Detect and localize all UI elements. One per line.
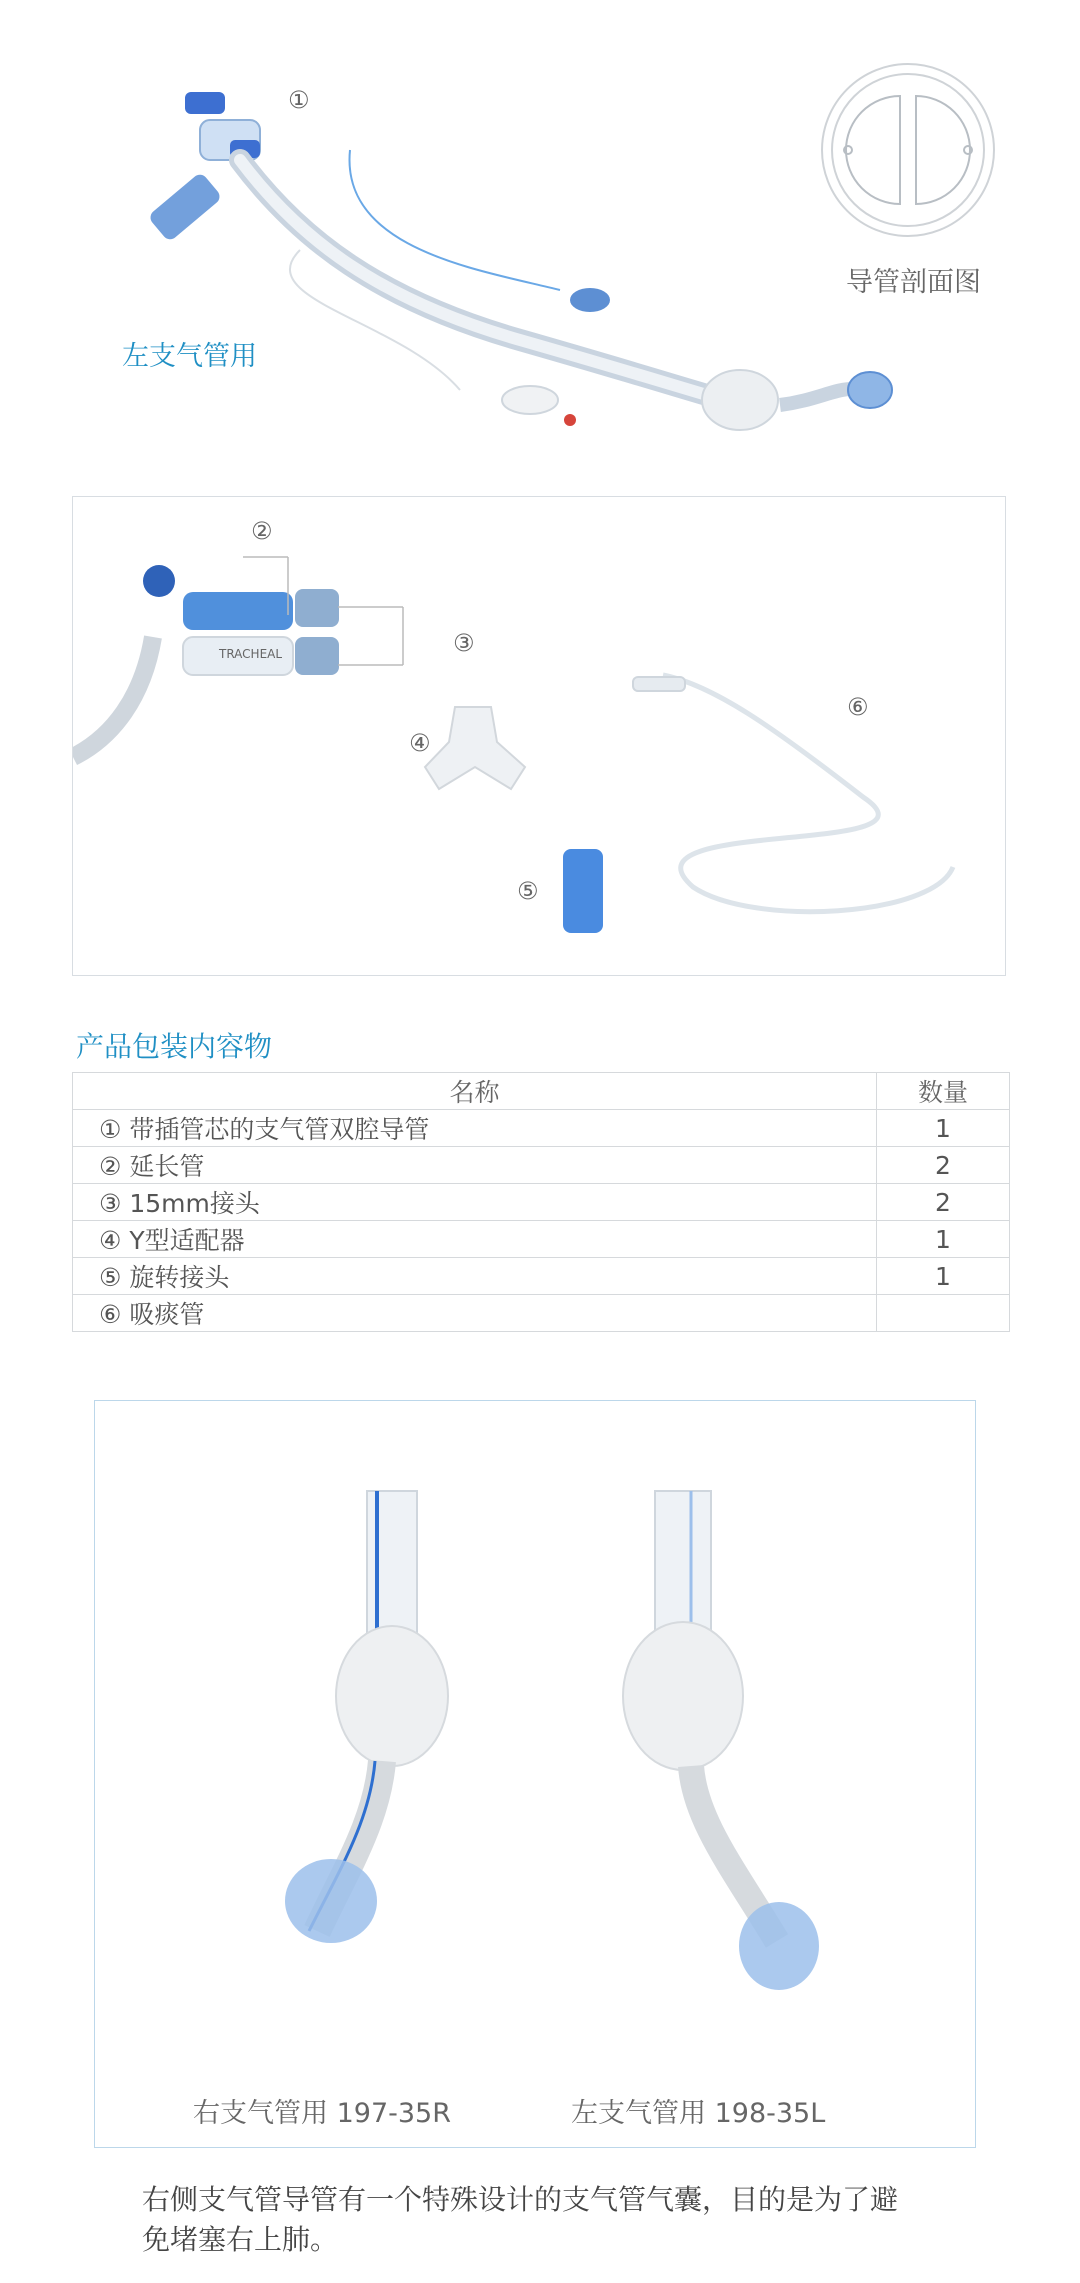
- row-name: ① 带插管芯的支气管双腔导管: [73, 1110, 877, 1147]
- callout-3: ③: [453, 629, 475, 657]
- table-row: [73, 1295, 1010, 1332]
- cross-section-label: 导管剖面图: [846, 267, 981, 298]
- right-bronchial-caption: 右支气管用 197-35R: [193, 2098, 451, 2129]
- comparison-panel: [94, 1400, 976, 2148]
- row-qty: 2: [877, 1147, 1010, 1184]
- callout-2: ②: [251, 517, 273, 545]
- table-row: [73, 1147, 1010, 1184]
- row-name: ⑥ 吸痰管: [73, 1295, 877, 1332]
- comparison-illustration: [95, 1401, 977, 2149]
- table-row: [73, 1221, 1010, 1258]
- right-bronchial-tube: [285, 1491, 448, 1943]
- left-bronchial-tube: [623, 1491, 819, 1990]
- row-name: ③ 15mm接头: [73, 1184, 877, 1221]
- row-name: ⑤ 旋转接头: [73, 1258, 877, 1295]
- callout-1: ①: [288, 86, 310, 114]
- extension-tube-upper: [183, 592, 293, 630]
- row-qty: 2: [877, 1184, 1010, 1221]
- left-bronchial-label: 左支气管用: [122, 341, 257, 372]
- callout-4: ④: [409, 729, 431, 757]
- contents-title: 产品包装内容物: [76, 1030, 273, 1063]
- swivel-connector: [563, 849, 603, 933]
- row-name: ② 延长管: [73, 1147, 877, 1184]
- callout-6: ⑥: [847, 693, 869, 721]
- table-row: [73, 1110, 1010, 1147]
- y-adapter: [425, 707, 525, 789]
- row-qty: 1: [877, 1110, 1010, 1147]
- left-bronchial-caption: 左支气管用 198-35L: [571, 2098, 826, 2129]
- tracheal-marking: TRACHEAL: [219, 647, 283, 661]
- row-qty: 1: [877, 1221, 1010, 1258]
- contents-table: [72, 1072, 1010, 1332]
- header-name: 名称: [73, 1073, 877, 1110]
- hero-section: [0, 0, 1080, 470]
- row-qty: 1: [877, 1258, 1010, 1295]
- footer-description: 右侧支气管导管有一个特殊设计的支气管气囊，目的是为了避免堵塞右上肺。: [142, 2183, 899, 2256]
- double-lumen-tube-illustration: [0, 0, 1080, 470]
- header-qty: 数量: [877, 1073, 1010, 1110]
- table-header-row: [73, 1073, 1010, 1110]
- components-panel: [72, 496, 1006, 976]
- suction-catheter: [663, 675, 953, 912]
- row-qty: [877, 1295, 1010, 1332]
- cross-section-diagram: [822, 64, 994, 236]
- components-illustration: [73, 497, 1007, 977]
- table-row: [73, 1258, 1010, 1295]
- table-row: [73, 1184, 1010, 1221]
- callout-5: ⑤: [517, 877, 539, 905]
- row-name: ④ Y型适配器: [73, 1221, 877, 1258]
